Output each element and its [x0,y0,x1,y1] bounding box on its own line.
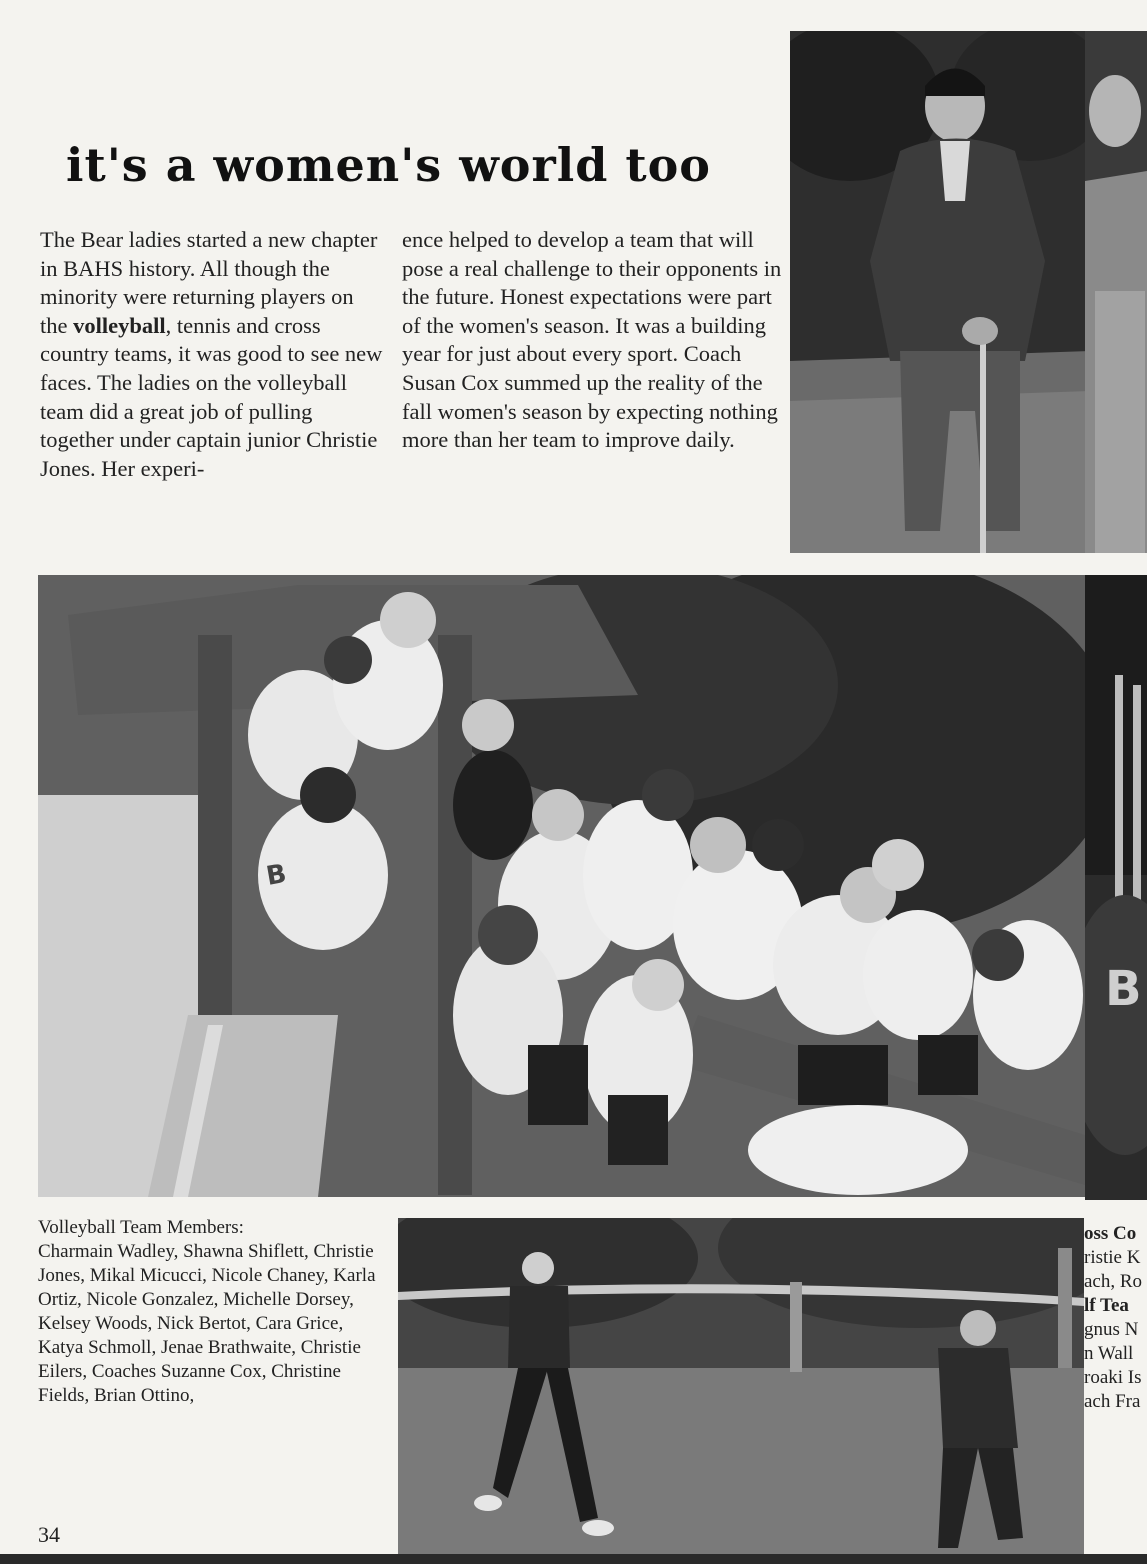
page-number: 34 [38,1522,60,1547]
volleyball-team-photo [38,575,1085,1197]
side-caption-line-7: roaki Is [1084,1367,1142,1388]
article-text-b: , tennis and cross country teams, it was good to see new faces. The ladies on the volleyball team did a great job of pulling together under captain junior Christie Jones. Her experi- [40,312,383,481]
article-text-bold: volleyball [73,312,166,338]
side-caption-line-1: oss Co [1084,1223,1137,1244]
side-caption-line-5: gnus N [1084,1319,1139,1340]
article-column-2 [402,226,782,455]
caption-heading: Volleyball Team Members: [38,1217,244,1238]
article-column-1 [40,226,385,483]
golf-player-photo [790,31,1090,553]
article-paragraph-1 [40,226,385,483]
cross-country-runners-photo [398,1218,1084,1554]
side-caption-line-8: ach Fra [1084,1391,1141,1412]
svg-text:B: B [1105,961,1142,1017]
caption-names: Charmain Wadley, Shawna Shiflett, Christie Jones, Mikal Micucci, Nicole Chaney, Karla Ortiz, Nicole Gonzalez, Michelle Dorsey, Kelsey Woods, Nick Bertot, Cara Grice, Katya Schmoll, Jenae Brathwaite, Christie Eilers, Coaches Suzanne Cox, Christine Fields, Brian Ottino, [38,1241,376,1406]
side-caption-line-4: lf Tea [1084,1295,1129,1316]
side-caption-line-3: ach, Ro [1084,1271,1143,1292]
page-headline: it's a women's world too [66,138,711,192]
article-text-a: The Bear ladies started a new chapter in BAHS history. All though the minority were returning players on the [40,227,378,338]
article-paragraph-2: ence helped to develop a team that will pose a real challenge to their opponents in the future. Honest expectations were part of the women's season. It was a building year for just about every sport. Coach Susan Cox summed up the reality of the fall women's season by expecting nothing more than her team to improve daily. [402,227,782,453]
side-caption-line-6: n Wall [1084,1343,1134,1364]
page-edge-shadow [0,1554,1147,1564]
jersey-text: B [264,858,289,892]
adjacent-page-photo-top [1085,31,1147,553]
adjacent-page-photo-middle [1085,575,1147,1200]
volleyball-team-caption [38,1216,383,1408]
adjacent-page-caption [1084,1222,1147,1492]
side-caption-line-2: ristie K [1084,1247,1141,1268]
